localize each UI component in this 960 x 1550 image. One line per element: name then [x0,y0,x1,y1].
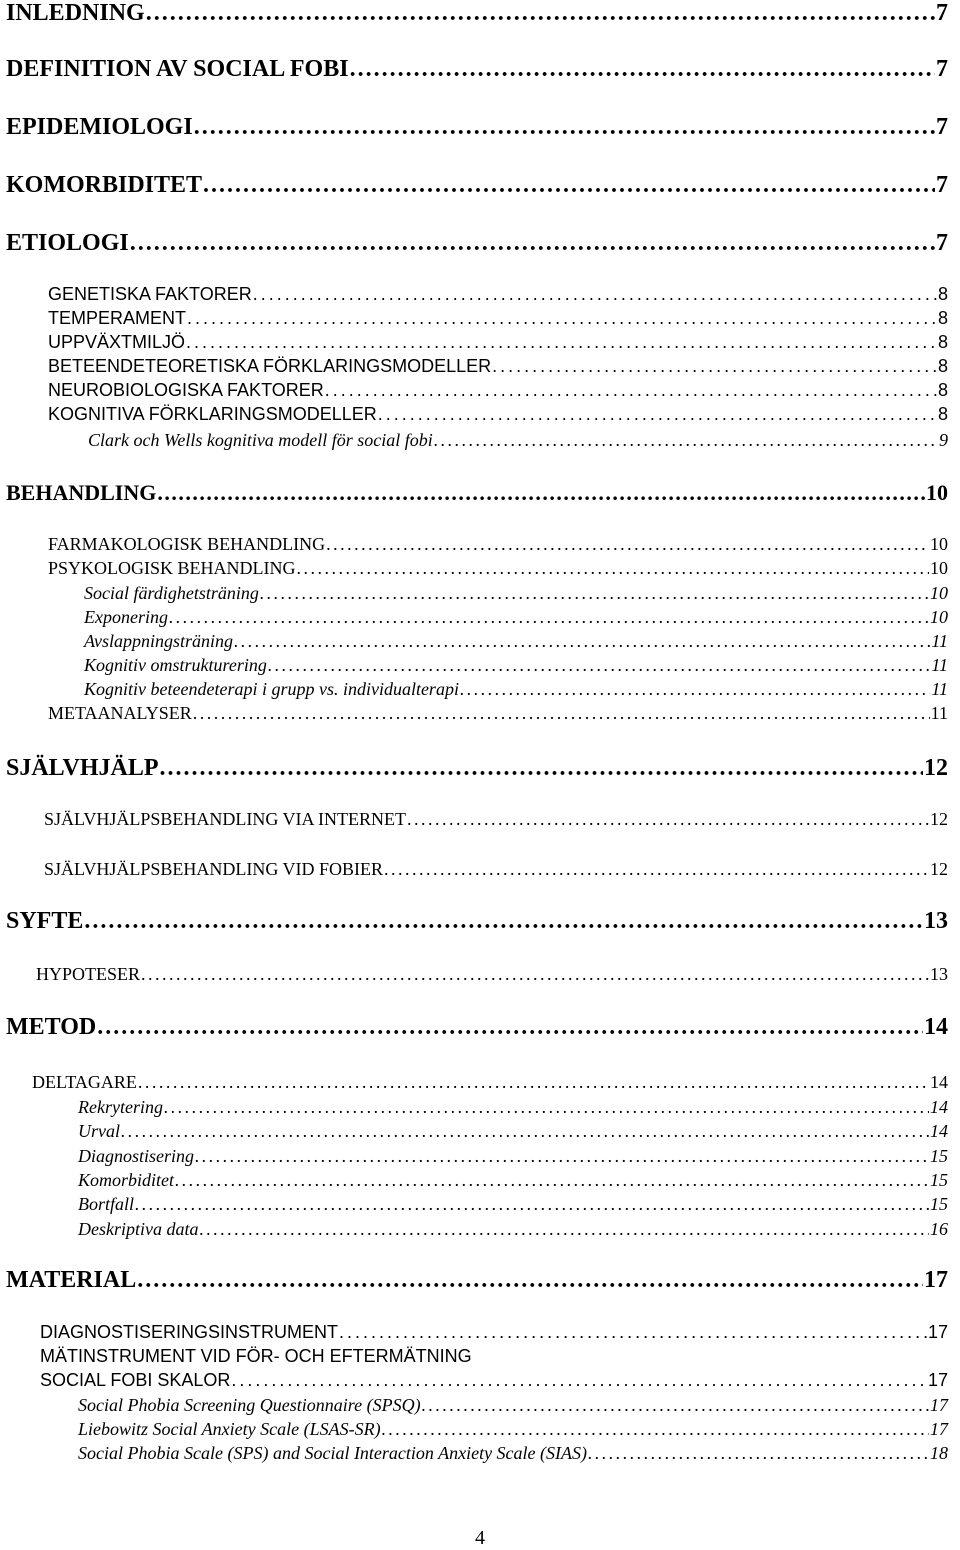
toc-entry-behandling[interactable] [6,480,948,506]
toc-title: Komorbiditet [78,1170,175,1190]
toc-entry-urval[interactable] [78,1121,948,1142]
toc-entry-clark-wells[interactable] [88,430,948,451]
toc-entry-uppvaxtmiljo[interactable] [48,332,948,353]
toc-entry-sps-sias[interactable] [78,1443,948,1464]
toc-title: KOGNITIVA FÖRKLARINGSMODELLER [48,404,377,424]
toc-page: 11 [930,703,948,723]
toc-page: 8 [937,380,948,400]
toc-page: 10 [930,607,948,627]
toc-page: 17 [930,1395,948,1415]
toc-entry-genetiska[interactable] [48,284,948,305]
toc-title: Deskriptiva data [78,1219,199,1239]
toc-page: 14 [930,1121,948,1141]
dot-leader [350,56,935,83]
dot-leader [297,558,930,579]
toc-page: 7 [936,114,948,140]
toc-entry-kognitiv-omstrukturering[interactable] [84,655,948,676]
toc-title: BETEENDETEORETISKA FÖRKLARINGSMODELLER [48,356,492,376]
toc-title: BEHANDLING [6,480,157,505]
toc-title: MATERIAL [6,1267,137,1293]
toc-title: Exponering [84,607,168,627]
toc-title: Rekrytering [78,1097,163,1117]
toc-page: 14 [930,1072,948,1092]
toc-entry-avslappning[interactable] [84,631,948,652]
dot-leader [434,430,938,451]
toc-entry-bortfall[interactable] [78,1194,948,1215]
toc-title: DELTAGARE [32,1072,137,1092]
dot-leader [186,332,937,353]
dot-leader [325,380,937,401]
toc-title: Social Phobia Scale (SPS) and Social Interaction Anxiety Scale (SIAS) [78,1443,588,1463]
toc-entry-deltagare[interactable] [32,1072,948,1093]
toc-page: 8 [937,356,948,376]
dot-leader [97,1014,923,1041]
toc-title: KOMORBIDITET [6,172,203,198]
toc-title: Kognitiv beteendeterapi i grupp vs. individualterapi [84,679,459,699]
toc-title: EPIDEMIOLOGI [6,114,193,140]
dot-leader [175,1170,929,1191]
toc-entry-material[interactable] [6,1267,948,1294]
toc-entry-neurobiologiska[interactable] [48,380,948,401]
toc-entry-sjalvhjalp-internet[interactable] [44,809,948,830]
toc-title: DEFINITION AV SOCIAL FOBI [6,56,349,82]
toc-title: SJÄLVHJÄLPSBEHANDLING VID FOBIER [44,859,384,879]
toc-title: Social färdighetsträning [84,583,259,603]
dot-leader [135,1194,929,1215]
dot-leader [234,631,930,652]
toc-page: 17 [927,1322,948,1342]
dot-leader [378,404,937,425]
toc-page: 10 [930,534,948,554]
toc-entry-exponering[interactable] [84,607,948,628]
dot-leader [199,1219,929,1240]
toc-title: TEMPERAMENT [48,308,187,328]
toc-page: 12 [930,859,948,879]
toc-entry-metod[interactable] [6,1014,948,1041]
dot-leader [382,1419,929,1440]
toc-entry-epidemiologi[interactable] [6,114,948,141]
toc-title: METAANALYSER [48,703,192,723]
dot-leader [231,1370,927,1391]
toc-page: 18 [930,1443,948,1463]
toc-page: 10 [930,558,948,578]
dot-leader [460,679,930,700]
toc-title: Urval [78,1121,120,1141]
toc-page: 13 [924,908,948,934]
toc-page: 11 [931,631,948,651]
toc-page: 16 [930,1219,948,1239]
toc-entry-lsas[interactable] [78,1419,948,1440]
dot-leader [339,1322,927,1343]
toc-entry-kognitiva[interactable] [48,404,948,425]
toc-entry-definition[interactable] [6,56,948,83]
dot-leader [138,1072,929,1093]
dot-leader [194,114,935,141]
toc-entry-beteendeteoretiska[interactable] [48,356,948,377]
dot-leader [141,964,929,985]
toc-title: ETIOLOGI [6,230,129,256]
toc-page: 7 [936,56,948,82]
toc-page: 17 [930,1419,948,1439]
toc-title: SOCIAL FOBI SKALOR [40,1370,231,1390]
dot-leader [195,1146,929,1167]
toc-entry-psykologisk[interactable] [48,558,948,579]
toc-page: 7 [936,172,948,198]
toc-entry-metaanalyser[interactable] [48,703,948,724]
toc-entry-temperament[interactable] [48,308,948,329]
toc-title: METOD [6,1014,97,1040]
toc-page: 8 [937,284,948,304]
toc-page: 8 [937,404,948,424]
dot-leader [203,172,935,199]
toc-entry-sjalvhjalp[interactable] [6,755,948,782]
toc-entry-komorbiditet-sub[interactable] [78,1170,948,1191]
toc-title: NEUROBIOLOGISKA FAKTORER [48,380,324,400]
toc-entry-rekrytering[interactable] [78,1097,948,1118]
toc-title: HYPOTESER [36,964,141,984]
dot-leader [157,480,925,506]
toc-page: 11 [931,655,948,675]
toc-title: SYFTE [6,908,84,934]
dot-leader [384,859,929,880]
dot-leader [422,1395,929,1416]
toc-page: 10 [930,583,948,603]
toc-entry-diagnostiseringsinstrument[interactable] [40,1322,948,1343]
toc-entry-syfte[interactable] [6,908,948,935]
toc-title: Social Phobia Screening Questionnaire (SPSQ) [78,1395,421,1415]
toc-entry-diagnostisering[interactable] [78,1146,948,1167]
toc-entry-etiologi[interactable] [6,230,948,257]
toc-title: Kognitiv omstrukturering [84,655,267,675]
toc-title: Liebowitz Social Anxiety Scale (LSAS-SR) [78,1419,381,1439]
toc-entry-hypoteser[interactable] [36,964,948,985]
toc-page: 10 [926,480,948,505]
toc-title: INLEDNING [6,0,145,26]
page-number: 4 [475,1527,485,1549]
dot-leader [268,655,930,676]
dot-leader [84,908,923,935]
toc-entry-sjalvhjalp-fobier[interactable] [44,859,948,880]
toc-entry-farmakologisk[interactable] [48,534,948,555]
toc-page: 14 [924,1014,948,1040]
dot-leader [588,1443,929,1464]
toc-title: Bortfall [78,1194,135,1214]
toc-title: Avslappningsträning [84,631,234,651]
dot-leader [146,0,935,27]
toc-title: UPPVÄXTMILJÖ [48,332,186,352]
toc-page: 13 [930,964,948,984]
dot-leader [193,703,930,724]
toc-entry-komorbiditet[interactable] [6,172,948,199]
dot-leader [169,607,929,628]
dot-leader [253,284,937,305]
dot-leader [137,1267,923,1294]
toc-page: 15 [930,1146,948,1166]
toc-title: SJÄLVHJÄLPSBEHANDLING VIA INTERNET [44,809,407,829]
dot-leader [187,308,937,329]
toc-page: 8 [937,332,948,352]
toc-page: 12 [924,755,948,781]
toc-title: Diagnostisering [78,1146,195,1166]
toc-title: PSYKOLOGISK BEHANDLING [48,558,296,578]
toc-title: GENETISKA FAKTORER [48,284,252,304]
toc-page: 8 [937,308,948,328]
toc-page: 12 [930,809,948,829]
toc-page: 17 [927,1370,948,1390]
toc-title: FARMAKOLOGISK BEHANDLING [48,534,326,554]
toc-page: 9 [939,430,948,450]
toc-entry-social-fardighet[interactable] [84,583,948,604]
dot-leader [130,230,935,257]
toc-entry-inledning[interactable] [6,0,948,27]
dot-leader [260,583,929,604]
toc-title: Clark och Wells kognitiva modell för social fobi [88,430,433,450]
dot-leader [121,1121,929,1142]
toc-entry-spsq[interactable] [78,1395,948,1416]
dot-leader [492,356,937,377]
toc-page: 7 [936,0,948,26]
toc-page: 14 [930,1097,948,1117]
toc-page: 15 [930,1194,948,1214]
toc-entry-social-fobi-skalor[interactable] [40,1370,948,1391]
toc-entry-deskriptiva[interactable] [78,1219,948,1240]
dot-leader [159,755,923,782]
toc-page: 17 [924,1267,948,1293]
toc-title: SJÄLVHJÄLP [6,755,159,781]
dot-leader [164,1097,929,1118]
dot-leader [326,534,929,555]
toc-entry-matinstrument[interactable]: MÄTINSTRUMENT VID FÖR- OCH EFTERMÄTNING [40,1346,472,1366]
toc-entry-kbt-grupp[interactable] [84,679,948,700]
dot-leader [407,809,929,830]
toc-page: 7 [936,230,948,256]
toc-page: 15 [930,1170,948,1190]
toc-title: DIAGNOSTISERINGSINSTRUMENT [40,1322,339,1342]
toc-page: 11 [931,679,948,699]
